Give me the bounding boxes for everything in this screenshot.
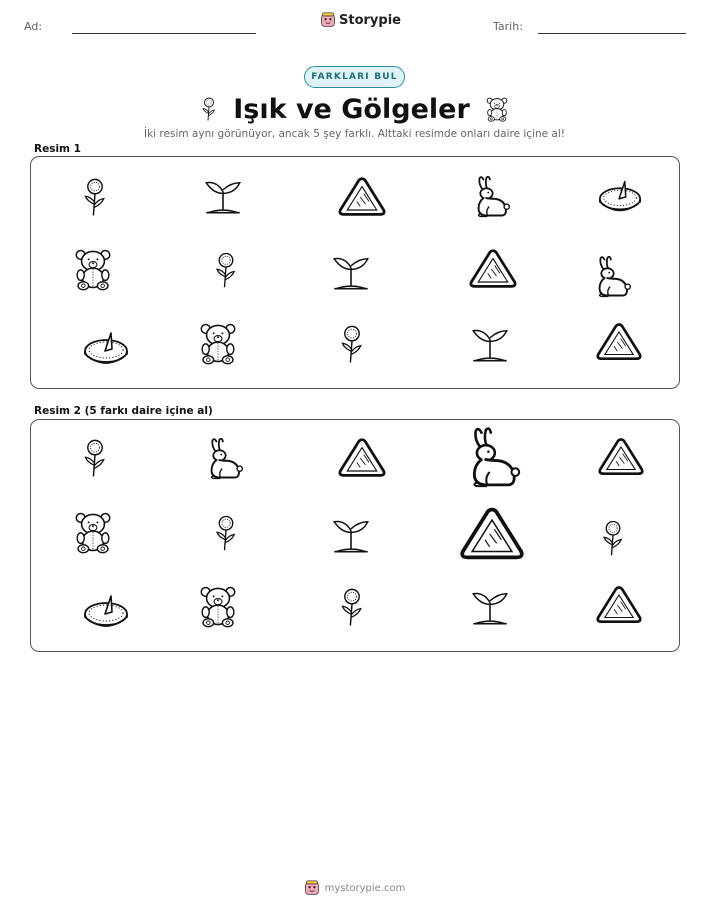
storypie-logo-icon	[320, 12, 336, 28]
scene-2-label: Resim 2 (5 farkı daire içine al)	[34, 405, 213, 417]
flower-icon	[199, 94, 219, 124]
teddy-bear-icon	[71, 245, 115, 293]
warning-sign-icon	[594, 321, 644, 363]
sprout-icon	[329, 512, 373, 558]
sprout-icon	[468, 584, 512, 630]
scene-1-label: Resim 1	[34, 143, 81, 155]
flower-icon	[336, 319, 368, 369]
flower-icon	[336, 582, 368, 632]
date-field[interactable]	[538, 33, 686, 34]
rabbit-icon	[201, 434, 245, 484]
flower-icon	[211, 245, 241, 295]
rabbit-icon	[468, 173, 512, 221]
rabbit-icon	[459, 424, 523, 492]
footer	[0, 880, 709, 896]
date-label: Tarih:	[493, 20, 523, 33]
teddy-bear-icon	[196, 582, 240, 630]
page-title: Işık ve Gölgeler	[233, 93, 470, 125]
sundial-icon	[81, 590, 131, 630]
flower-icon	[79, 434, 111, 482]
name-field[interactable]	[72, 33, 256, 34]
storypie-logo-icon	[304, 880, 320, 896]
rabbit-icon	[589, 253, 633, 301]
flower-icon	[211, 508, 241, 558]
warning-sign-icon	[336, 175, 388, 219]
warning-sign-icon	[596, 436, 646, 478]
flower-icon	[598, 514, 628, 562]
scene-2-panel	[30, 419, 680, 652]
brand-name: Storypie	[339, 12, 401, 28]
warning-sign-icon	[336, 436, 388, 480]
teddy-bear-icon	[484, 95, 510, 123]
instructions: İki resim aynı görünüyor, ancak 5 şey farklı. Alttaki resimde onları daire içine al!	[144, 128, 565, 140]
sundial-icon	[81, 327, 131, 367]
warning-sign-icon	[467, 247, 519, 291]
teddy-bear-icon	[71, 508, 115, 556]
sprout-icon	[201, 174, 245, 218]
warning-sign-icon	[594, 584, 644, 626]
activity-badge: FARKLARI BUL	[304, 66, 405, 88]
sundial-icon	[596, 175, 644, 215]
teddy-bear-icon	[196, 319, 240, 367]
brand-logo	[320, 12, 401, 28]
scene-1-panel	[30, 156, 680, 389]
warning-sign-icon	[457, 502, 527, 566]
sprout-icon	[329, 249, 373, 295]
name-label: Ad:	[24, 20, 43, 33]
sprout-icon	[468, 321, 512, 367]
footer-url[interactable]: mystorypie.com	[324, 882, 406, 894]
flower-icon	[79, 173, 111, 221]
